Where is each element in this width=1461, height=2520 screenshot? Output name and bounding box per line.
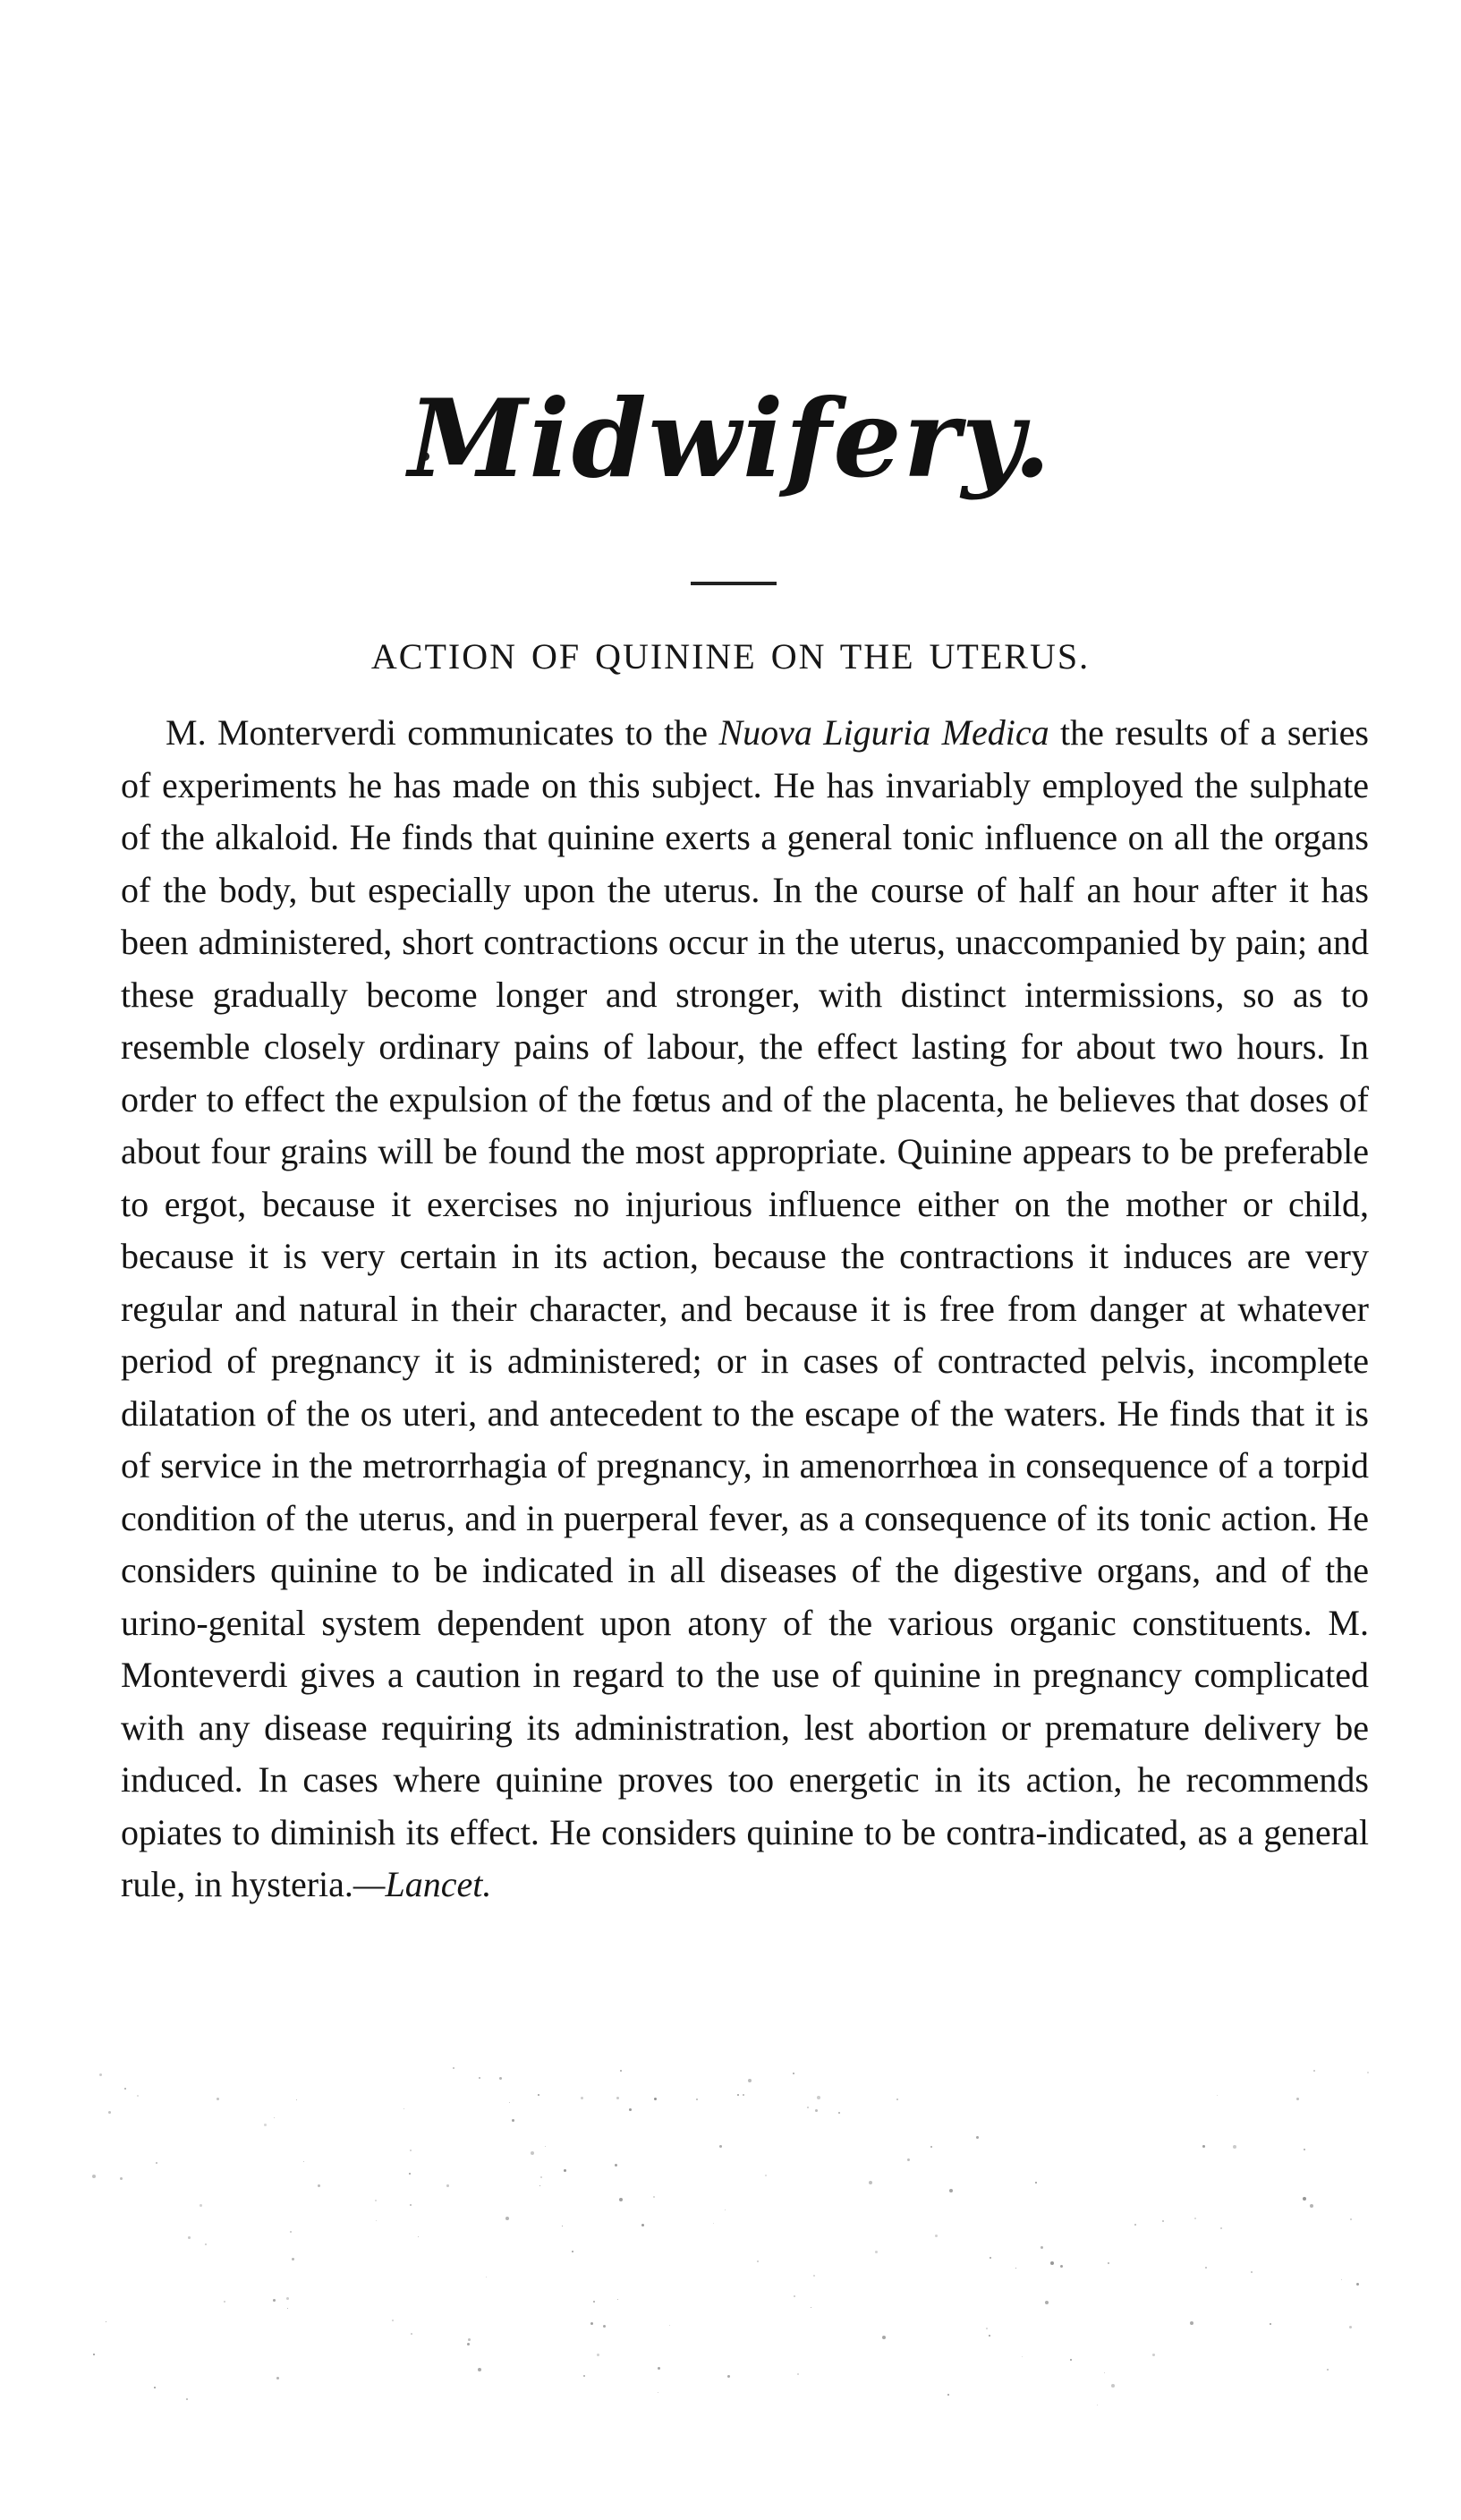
speck xyxy=(727,2375,730,2378)
speck xyxy=(1111,2384,1115,2388)
speck xyxy=(1356,2283,1359,2286)
speck xyxy=(572,2251,573,2252)
title-rule xyxy=(691,582,777,585)
speck xyxy=(479,2077,480,2079)
speck xyxy=(296,2099,297,2100)
speck xyxy=(1022,2356,1023,2357)
speck xyxy=(1304,2149,1305,2150)
speck xyxy=(186,2398,188,2400)
speck xyxy=(793,2073,794,2074)
speck xyxy=(658,2367,660,2370)
speck xyxy=(817,2096,820,2099)
speck xyxy=(318,2184,320,2187)
article-body xyxy=(121,707,1369,1911)
speck xyxy=(1035,2182,1037,2184)
speck xyxy=(947,2394,949,2396)
speck xyxy=(713,2223,714,2224)
speck xyxy=(411,2333,412,2335)
section-title: Midwifery. xyxy=(408,376,1053,502)
speck xyxy=(620,2070,622,2072)
speck xyxy=(1104,2372,1105,2373)
speck xyxy=(989,2335,990,2337)
speck xyxy=(156,2162,157,2164)
speck xyxy=(564,2169,566,2172)
speck xyxy=(467,2343,470,2345)
speck xyxy=(653,2196,655,2198)
speck xyxy=(1202,2145,1205,2148)
speck xyxy=(1152,2354,1155,2356)
speck xyxy=(1313,2070,1315,2072)
speck xyxy=(505,2217,509,2220)
speck xyxy=(1050,2261,1054,2265)
speck xyxy=(1041,2246,1043,2249)
speck xyxy=(287,2308,288,2309)
speck xyxy=(375,2200,377,2201)
speck xyxy=(410,2204,412,2206)
speck xyxy=(188,2236,191,2239)
speck xyxy=(453,2067,454,2069)
speck xyxy=(205,2243,207,2245)
speck xyxy=(1303,2197,1306,2201)
speck xyxy=(654,2098,657,2100)
speck xyxy=(629,2108,632,2111)
citation: —Lancet. xyxy=(353,1864,492,1904)
speck xyxy=(765,2175,767,2176)
speck xyxy=(1015,2268,1016,2269)
speck xyxy=(1349,2326,1352,2328)
speck xyxy=(581,2097,583,2099)
speck xyxy=(1045,2301,1049,2304)
speck xyxy=(499,2077,502,2080)
speck xyxy=(1327,2369,1329,2371)
speck xyxy=(290,2231,292,2233)
speck xyxy=(813,2275,815,2277)
speck xyxy=(276,2377,279,2380)
speck xyxy=(1162,2220,1164,2222)
speck xyxy=(274,2117,275,2118)
speck xyxy=(976,2136,979,2139)
speck xyxy=(1341,2279,1342,2280)
speck xyxy=(615,2164,617,2167)
speck xyxy=(593,2301,595,2303)
speck xyxy=(807,2107,809,2108)
speck xyxy=(286,2297,289,2300)
speck xyxy=(1350,2218,1352,2220)
speck xyxy=(907,2158,910,2161)
speck xyxy=(303,2161,304,2162)
speck xyxy=(882,2336,886,2339)
speck xyxy=(154,2387,156,2388)
speck xyxy=(200,2204,202,2207)
speck xyxy=(410,2150,412,2151)
speck xyxy=(986,2328,988,2329)
speck xyxy=(217,2098,219,2100)
speck xyxy=(512,2119,514,2122)
speck xyxy=(797,2373,799,2375)
speck xyxy=(616,2097,619,2099)
body-text-start: M. Monterverdi communicates to the xyxy=(166,712,719,753)
speck xyxy=(273,2299,276,2302)
speck xyxy=(468,2338,471,2341)
speck xyxy=(743,2094,744,2096)
speck xyxy=(757,2260,759,2262)
speck xyxy=(409,2173,411,2175)
speck xyxy=(540,2176,542,2178)
speck xyxy=(137,2095,139,2097)
body-text-main: the results of a series of experiments he has made on this subject. He has invariably employed the sulphate of the alkaloid. He finds that quinine exerts a general tonic influence on all the organs of the body, but especially upon the uterus. In the course of half an hour after it has been administered, short contractions occur in the uterus, unaccompanied by pain; and these gradually become longer and stronger, with distinct intermissions, so as to resemble closely ordinary pains of labour, the effect lasting for about two hours. In order to effect the expulsion of the fœtus and of the placenta, he believes that doses of about four grains will be found the most appropriate. Quinine appears to be preferable to ergot, because it exercises no injurious influence either on the mother or child, because it is very certain in its action, because the contractions it induces are very regular and natural in their character, and because it is free from danger at whatever period of pregnancy it is administered; or in cases of contracted pelvis, incomplete dilatation of the os uteri, and antecedent to the escape of the waters. He finds that it is of service in the metrorrhagia of pregnancy, in amenorrhœa in consequence of a torpid condition of the uterus, and in puerperal fever, as a consequence of its tonic action. He considers quinine to be indicated in all diseases of the digestive organs, and of the urino-genital system dependent upon atony of the various organic constituents. M. Monteverdi gives a caution in regard to the use of quinine in pregnancy complicated with any disease requiring its administration, lest abortion or premature delivery be induced. In cases where quinine proves too energetic in its action, he recommends opiates to diminish its effect. He considers quinine to be contra-indicated, as a general rule, in hysteria. xyxy=(121,712,1369,1904)
speck xyxy=(292,2258,294,2260)
speck xyxy=(224,2301,225,2303)
speck xyxy=(815,2109,818,2112)
speck xyxy=(1296,2098,1299,2100)
speck xyxy=(696,2099,698,2100)
speck xyxy=(545,2146,546,2147)
speck xyxy=(1205,2267,1207,2269)
speck xyxy=(603,2325,606,2328)
speck xyxy=(641,2224,644,2226)
speck xyxy=(478,2368,481,2371)
speck xyxy=(583,2375,585,2377)
speck xyxy=(99,2073,102,2076)
speck xyxy=(725,2209,726,2210)
speck xyxy=(935,2235,938,2237)
speck xyxy=(1310,2204,1313,2208)
speck xyxy=(1367,2072,1369,2073)
speck xyxy=(990,2257,991,2259)
speck xyxy=(376,2220,377,2221)
speck xyxy=(719,2145,722,2148)
speck xyxy=(619,2198,623,2201)
speck xyxy=(1060,2265,1063,2268)
speck xyxy=(1070,2359,1072,2361)
speck xyxy=(669,2325,670,2326)
speck xyxy=(949,2189,953,2192)
speck xyxy=(1270,2323,1271,2325)
journal-name: Nuova Liguria Medica xyxy=(718,712,1049,753)
speck xyxy=(896,2099,898,2100)
speck xyxy=(875,2251,878,2253)
speck xyxy=(737,2094,739,2096)
speck xyxy=(1134,2224,1136,2226)
speck xyxy=(509,2102,510,2103)
speck xyxy=(403,2108,404,2109)
speck xyxy=(590,2322,593,2325)
speck xyxy=(538,2094,539,2096)
speck xyxy=(392,2320,394,2321)
speck xyxy=(120,2177,123,2180)
speck xyxy=(1217,2095,1218,2096)
speck xyxy=(1251,2271,1253,2273)
speck xyxy=(539,2185,540,2186)
speck xyxy=(93,2354,95,2355)
speck xyxy=(1233,2145,1236,2149)
speck xyxy=(597,2354,599,2356)
speck xyxy=(748,2079,752,2082)
speck xyxy=(1190,2321,1193,2325)
speck xyxy=(124,2088,126,2090)
speck xyxy=(869,2181,872,2184)
speck xyxy=(838,2112,840,2114)
speck xyxy=(1194,2218,1196,2219)
speck xyxy=(1108,2262,1109,2264)
speck xyxy=(446,2184,449,2187)
article-heading: ACTION OF QUININE ON THE UTERUS. xyxy=(370,636,1091,677)
speck xyxy=(617,2299,618,2300)
speck xyxy=(1220,2227,1222,2229)
speck xyxy=(92,2175,96,2178)
speck xyxy=(794,2295,795,2297)
speck xyxy=(108,2111,111,2114)
speck xyxy=(930,2146,932,2148)
speck xyxy=(264,2124,267,2126)
speck xyxy=(531,2151,534,2155)
speck xyxy=(418,2236,419,2237)
